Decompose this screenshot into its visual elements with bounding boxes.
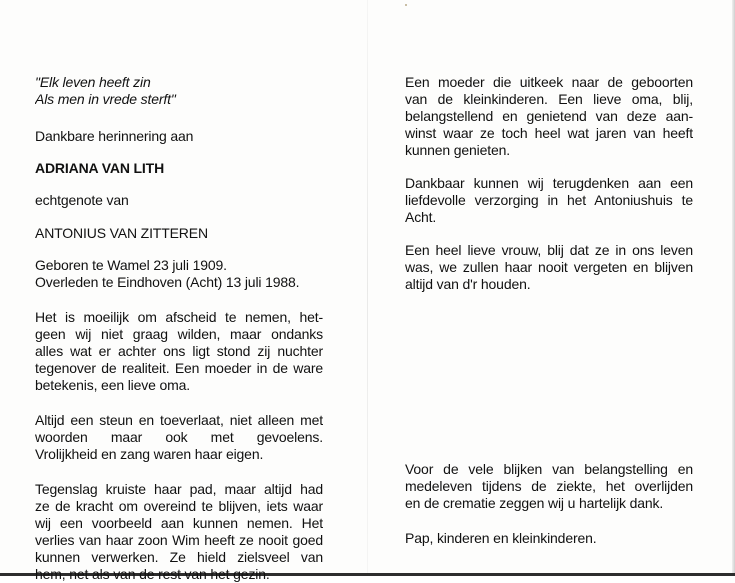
signature xyxy=(405,530,693,547)
paragraph-line: verlies van haar zoon Wim heeft ze nooit goed xyxy=(35,532,323,548)
paragraph-line: wij een voorbeeld aan kunnen nemen. Het xyxy=(35,515,323,531)
paragraph-line: betekenis, een lieve oma. xyxy=(35,377,191,393)
spouse-name xyxy=(35,225,323,242)
remembrance-heading xyxy=(35,128,323,145)
paragraph-line: tegenover de realiteit. Een moeder in de ware xyxy=(35,360,323,376)
paragraph-line: van de kleinkinderen. Een lieve oma, blij, xyxy=(405,91,693,107)
right-paragraph-1 xyxy=(405,74,693,159)
deceased-name-text: ADRIANA VAN LITH xyxy=(35,160,165,176)
paragraph-line: alles wat er achter ons ligt stond zij nuchter xyxy=(35,343,323,359)
paragraph-line: altijd van d'r houden. xyxy=(405,276,531,292)
center-fold-line xyxy=(367,0,368,576)
left-paragraph-3 xyxy=(35,481,323,583)
paragraph-line: Acht. xyxy=(405,209,437,225)
right-bottom-section xyxy=(405,461,693,547)
spouse-name-text: ANTONIUS VAN ZITTEREN xyxy=(35,225,208,241)
paragraph-line: medeleven tijdens de ziekte, het overlijden xyxy=(405,478,693,494)
paragraph-line: kunnen genieten. xyxy=(405,142,511,158)
paragraph-line: belangstellend en genietend van deze aan- xyxy=(405,108,693,124)
spouse-intro-text: echtgenote van xyxy=(35,192,129,208)
paragraph-line: kunnen verwerken. Ze hield zielsveel van xyxy=(35,549,323,565)
signature-text: Pap, kinderen en kleinkinderen. xyxy=(405,530,597,546)
right-column xyxy=(405,74,693,293)
motto xyxy=(35,74,323,108)
left-paragraph-2 xyxy=(35,412,323,463)
paragraph-line: hem, net als van de rest van het gezin. xyxy=(35,566,270,582)
paragraph-line: Een heel lieve vrouw, blij dat ze in ons leven xyxy=(405,242,693,258)
paragraph-line: winst waar ze toch heel wat jaren van heeft xyxy=(405,125,693,141)
paragraph-line: was, we zullen haar nooit vergeten en blijven xyxy=(405,259,693,275)
death-line: Overleden te Eindhoven (Acht) 13 juli 1988. xyxy=(35,274,300,290)
paragraph-line: Tegenslag kruiste haar pad, maar altijd had xyxy=(35,481,323,497)
paragraph-line: woorden maar ook met gevoelens. xyxy=(35,429,323,445)
paragraph-line: en de crematie zeggen wij u hartelijk dank. xyxy=(405,495,664,511)
left-paragraph-1 xyxy=(35,309,323,394)
paragraph-line: Dankbaar kunnen wij terugdenken aan een xyxy=(405,175,693,191)
thanks-paragraph xyxy=(405,461,693,512)
left-column xyxy=(35,74,323,583)
paragraph-line: ze de kracht om overeind te blijven, iets waar xyxy=(35,498,323,514)
paragraph-line: Het is moeilijk om afscheid te nemen, het- xyxy=(35,309,323,325)
right-paragraph-3 xyxy=(405,242,693,293)
paragraph-line: Vrolijkheid en zang waren haar eigen. xyxy=(35,446,264,462)
remembrance-text: Dankbare herinnering aan xyxy=(35,128,194,144)
paragraph-line: liefdevolle verzorging in het Antoniushuis te xyxy=(405,192,693,208)
motto-line: "Elk leven heeft zin xyxy=(35,74,151,90)
right-paragraph-2 xyxy=(405,175,693,226)
paragraph-line: Een moeder die uitkeek naar de geboorten xyxy=(405,74,693,90)
life-dates xyxy=(35,257,323,291)
deceased-name xyxy=(35,160,323,177)
paragraph-line: geen wij niet graag wilden, maar ondanks xyxy=(35,326,323,342)
paragraph-line: Voor de vele blijken van belangstelling en xyxy=(405,461,693,477)
motto-line: Als men in vrede sterft" xyxy=(35,91,176,107)
paper-speck xyxy=(405,4,407,6)
birth-line: Geboren te Wamel 23 juli 1909. xyxy=(35,257,227,273)
paragraph-line: Altijd een steun en toeverlaat, niet alleen met xyxy=(35,412,323,428)
spouse-intro xyxy=(35,192,323,209)
